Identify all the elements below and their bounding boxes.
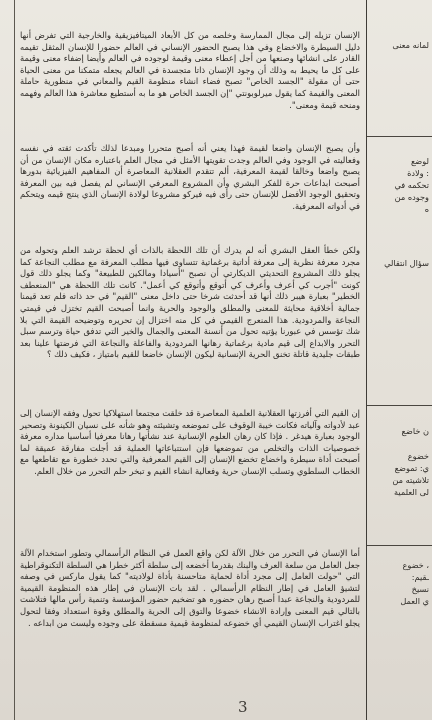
margin-note: : ولادة — [407, 168, 429, 178]
paragraph-3: ولكن خطأ العقل البشري أنه لم يدرك أن تلك اللحظة بالذات أي لحظة ترشد العلم وتحوله من مجرد معرفة نظرية إلى معرفة أداتية برغماتية تتساوى فيها مطلب المعرفة مع مطلب النجاعة كما يجلو ذلك المشروع التحديثي الديكارتي أن نصبح "أسيادا ومالكين للطبيعة" وكما يجلو ذلك قول كونت "أجرب كي أعرف وأعرف كي أتوقع وأتوقع كي أعمل". كانت تلك اللحظة هي "المنعطف الخطير" بعبارة هيبر ذلك أنها قد أحدثت شرخا حتى داخل معنى "القيم" في حد ذاته فلم تعد قيمنا جمالية أخلاقية محايثة للمعنى والمطلق والوجود والحرية وانما أصبحت القيم تختزل في قيمتي النجاعة والمردودية. هذا المنعرج القيمي في كل منه اختزال إن تحريره وتوضيحه القيمة التي بلا شك تؤسس في عبورنا يؤتيه تحول من أنسنة المعنى والجمال والخير التي تدفق حياة وترسم سبل التحرر والابداع إلى قيم مادية برغماتية رهانها المردودية والفاعلة والنجاعة التي فرضتها علينا بعد طبقات جليدية قاتلة تخنق الحرية الإنسانية ليكون الإنسان خاضعا للقيم بامتياز ، فكيف ذلك ؟ — [20, 245, 360, 360]
margin-divider — [367, 545, 432, 546]
margin-note: لى العلمية — [394, 487, 429, 497]
margin-note: نسيخ — [411, 584, 429, 594]
main-text-column — [15, 0, 367, 720]
margin-note: وجوده من — [394, 192, 429, 202]
margin-note: تحكمه في — [394, 180, 429, 190]
margin-note: لمانه معنى — [392, 40, 429, 50]
margin-note: ـقيم: — [411, 572, 429, 582]
paragraph-4: إن القيم التي أفرزتها العقلانية العلمية المعاصرة قد خلقت مجتمعا استهلاكيا تحول وفقه الإنسان إلى عبد لأدواته وآلياته فكانت خيبة الوقوف على تموضعه وتشيئته وهو شأنه على نسيان الكينونة وتصحير الوجود بعبارة هيدغر . فإذا كان رهان العلوم الإنسانية عند نشأتها رهانا معرفيا أساسيا مداره معرفة خصوصيات الذات والتخلص من تموضعها فإن استتباعاتها العملية قد أجلت مفارقة عميقة لما أصبحت أداة سيطرة واخضاع تخضع الإنسان إلى القيم المعرفية والتي تحدد خطورة مع تقاطعها مع الخطاب السلطوي وتسلب الإنسان حرية وفعالية انشاء القيم و تبخر حلم التحرر من خلال العلم. — [20, 408, 360, 476]
margin-note: ي العمل — [400, 596, 429, 606]
margin-note: سؤال انتقالي — [384, 258, 429, 268]
paragraph-1: الإنسان تزيله إلى مجال الممارسة وخلصه من كل الأبعاد الميتافيزيقية والخارجية التي تفرض أنها دليل السيطرة والاخضاع وفي هذا يصبح الحضور الإنساني في العالم حضورا للإنسان المثقل تقيمه القادر على انشائها وصنعها من أجل إعطاء معنى وقيمة لوجوده في العالم وأيضا إضفاء معنى وقيمة على كل ما يحيط به وذلك أن وجود الإنسان ذاتا متجسدة في العالم يجعله متمكنا من معنى الحياة حتى أن مقولة "الجسد الخاص" تصبح فضاء انشاء منظومة القيم والمعاني في منظورية حاملة المعنى والقيمة كما يقول ميرلوبونتي "إن الجسد الخاص هو ما به أستطيع معاشرة هذا العالم وفهمه ومنحه قيمة ومعنى". — [20, 30, 360, 110]
margin-divider — [367, 136, 432, 137]
right-margin-column — [367, 0, 432, 720]
paragraph-5: أما الإنسان في التحرر من خلال الآلة لكن واقع العمل في النظام الرأسمالي وتطور استخدام الآلة جعل العامل من سلعة العرف والبنك بقدرما أخضعه إلى سلطة أكثر خطرا هي السلطة التكنوقراطية التي "حولت العامل إلى مجرد أداة لحماية متاحسنة بأداة لولاديته" كما يقول ماركس في وصفه لتشيؤ العامل في إطار النظام الرأسمالي . لقد بات الإنسان في إطار هذه المنظومة القيمية للمردودية والنجاعة عبدا أصبح رهان حضوره هو تضخيم حضور المؤسسة وتنمية رأس مالها فتلاشت بالتالي قيم المعنى وإرادة الانشاء خضوعا والتوق إلى الحرية والمطلق وقوة استعداد وفقا لتحول يجلو اغتراب الإنسان القيمي أي خضوعه لمنظومة قيمية مسقطة على وجوده وليست من ابداعه . — [20, 548, 360, 628]
paragraph-2: وأن يصبح الإنسان واضعا لقيمة فهذا يعني أنه أصبح متحررا ومبدعا لذلك تأكدت ثقته في نفسه وفعاليته في الوجود وفي العالم وجدت تقويتها الأمثل في مجال العلم باعتباره مكان الإنسان من أن يصبح واضعا وخالقا لقيمة المعرفية، ألم تتقدم العقلانية المعاصرة أن المفاهيم الفيزيائية بدورها أصبحت ابداعات حرة للفكر البشري وأن المشروع المعرفي الإنساني لم يفصل فيه بين المعرفة وتحقيق الوجود الأفضل للإنسان حتى رأى فيه فيركو مشروعا لولادة الإنسان الذي ينتج قيمه ويتحكم في أدواته المعرفية. — [20, 143, 360, 211]
margin-note: ن خاضع — [401, 426, 429, 436]
page-number: 3 — [238, 698, 248, 716]
margin-note: ي: تموضع — [394, 463, 429, 473]
margin-note: تلاشيته من — [392, 475, 429, 485]
margin-note: ، خضوع — [402, 560, 429, 570]
margin-note: لوضع — [410, 156, 429, 166]
left-margin-column — [0, 0, 15, 720]
margin-divider — [367, 405, 432, 406]
margin-note: خضوع — [407, 451, 429, 461]
margin-note: ه — [424, 204, 429, 214]
